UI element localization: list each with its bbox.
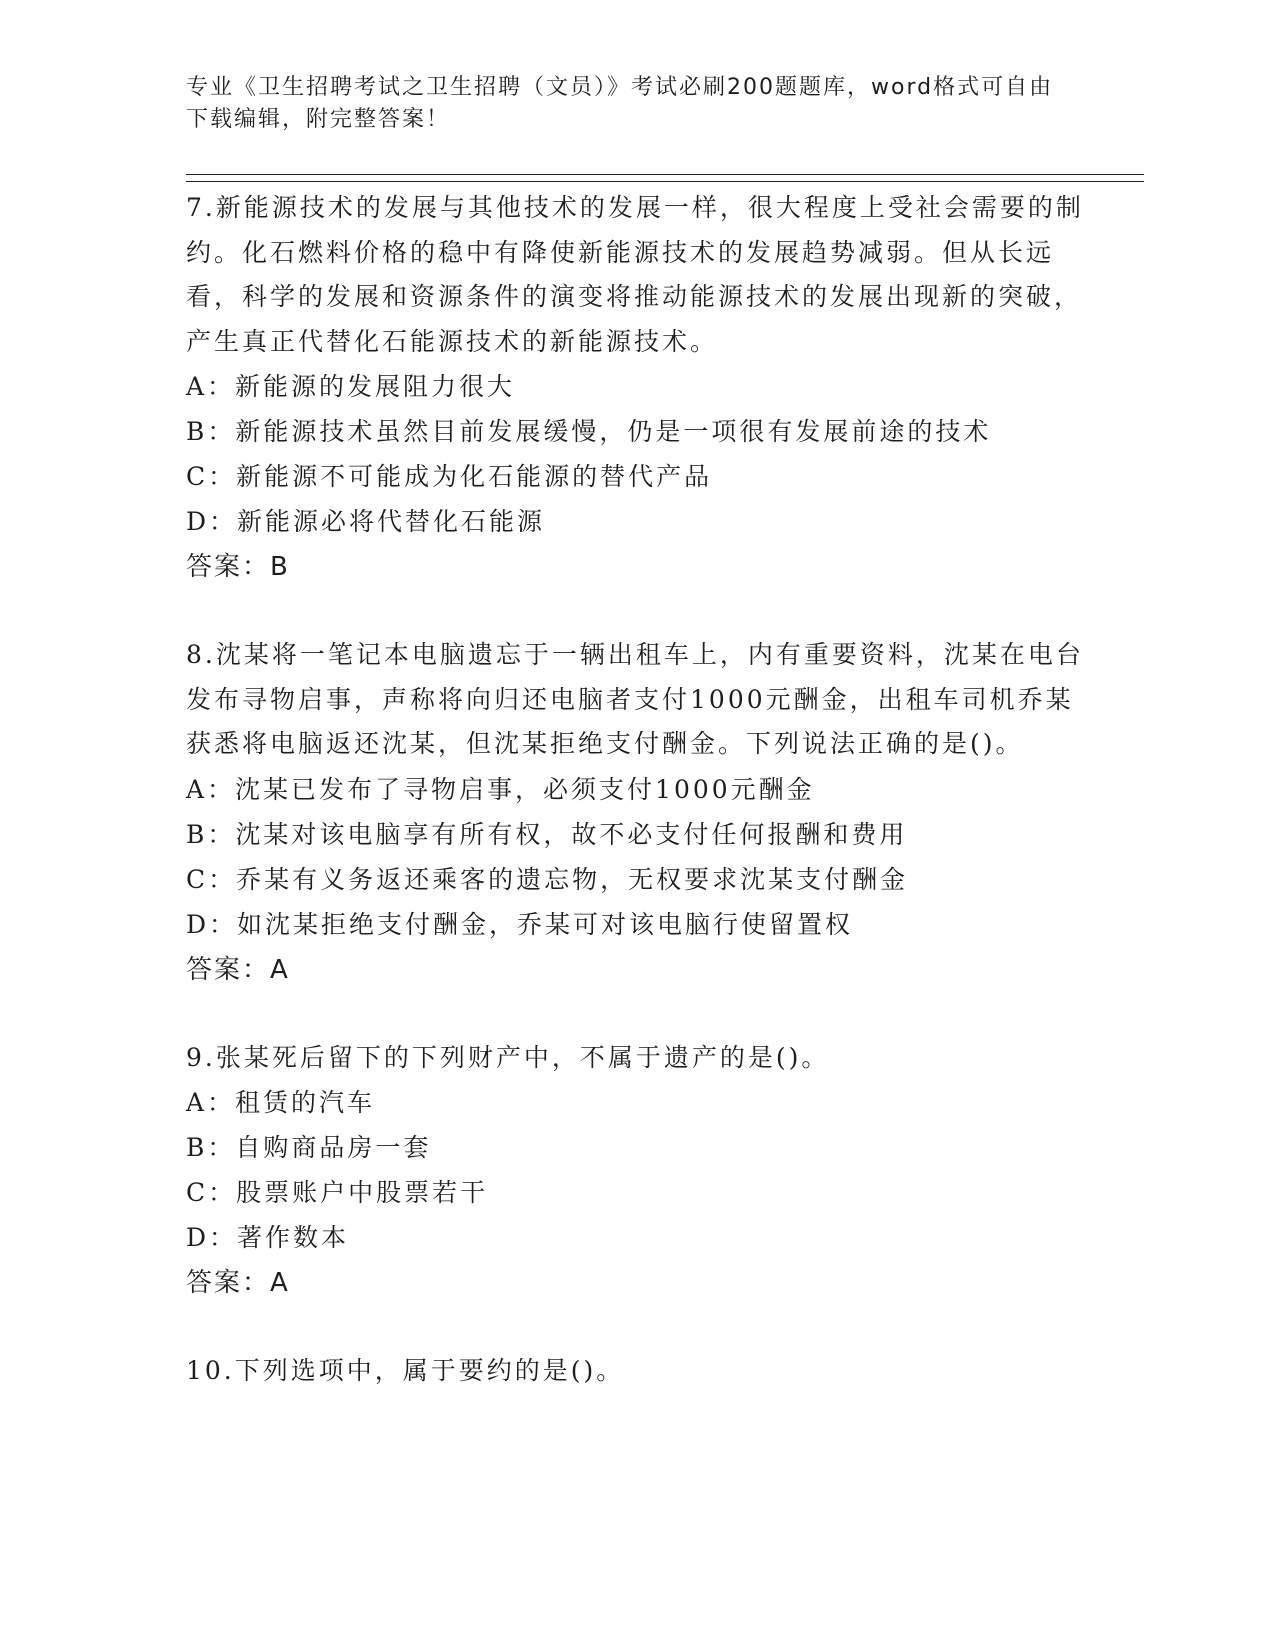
option-a: A：租赁的汽车: [186, 1088, 376, 1117]
question-10: [186, 1349, 1086, 1394]
option-b: B：沈某对该电脑享有所有权，故不必支付任何报酬和费用: [186, 819, 908, 849]
option-c: C：股票账户中股票若干: [186, 1178, 489, 1207]
option-b: B：新能源技术虽然目前发展缓慢，仍是一项很有发展前途的技术: [186, 417, 992, 446]
question-text: 8.沈某将一笔记本电脑遗忘于一辆出租车上，内有重要资料，沈某在电台发布寻物启事，声称将向归还电脑者支付1000元酬金，出租车司机乔某获悉将电脑返还沈某，但沈某拒绝支付酬金。下列说法正确的是()。: [186, 640, 1084, 758]
header-divider: [186, 174, 1144, 182]
answer-line: 答案：B: [186, 552, 290, 582]
question-text: 7.新能源技术的发展与其他技术的发展一样，很大程度上受社会需要的制约。化石燃料价格的稳中有降使新能源技术的发展趋势减弱。但从长远看，科学的发展和资源条件的演变将推动能源技术的发展出现新的突破，产生真正代替化石能源技术的新能源技术。: [186, 193, 1084, 356]
question-text: 9.张某死后留下的下列财产中，不属于遗产的是()。: [186, 1042, 830, 1072]
option-c: C：乔某有义务返还乘客的遗忘物，无权要求沈某支付酬金: [186, 864, 909, 894]
option-d: D：著作数本: [186, 1223, 350, 1252]
document-header: 专业《卫生招聘考试之卫生招聘（文员）》考试必刷200题题库，word格式可自由下载编辑，附完整答案！: [186, 75, 1054, 132]
answer-line: 答案：A: [186, 954, 290, 985]
question-9: [186, 1036, 1086, 1307]
question-7: [186, 186, 1086, 590]
option-a: A：沈某已发布了寻物启事，必须支付1000元酬金: [186, 774, 815, 804]
option-d: D：新能源必将代替化石能源: [186, 507, 546, 536]
option-c: C：新能源不可能成为化石能源的替代产品: [186, 462, 713, 491]
question-text: 10.下列选项中，属于要约的是()。: [186, 1356, 625, 1385]
option-b: B：自购商品房一套: [186, 1133, 432, 1162]
question-list: [186, 186, 1086, 1437]
option-d: D：如沈某拒绝支付酬金，乔某可对该电脑行使留置权: [186, 909, 854, 939]
question-8: [186, 633, 1086, 993]
option-a: A：新能源的发展阻力很大: [186, 372, 516, 401]
answer-line: 答案：A: [186, 1268, 290, 1298]
